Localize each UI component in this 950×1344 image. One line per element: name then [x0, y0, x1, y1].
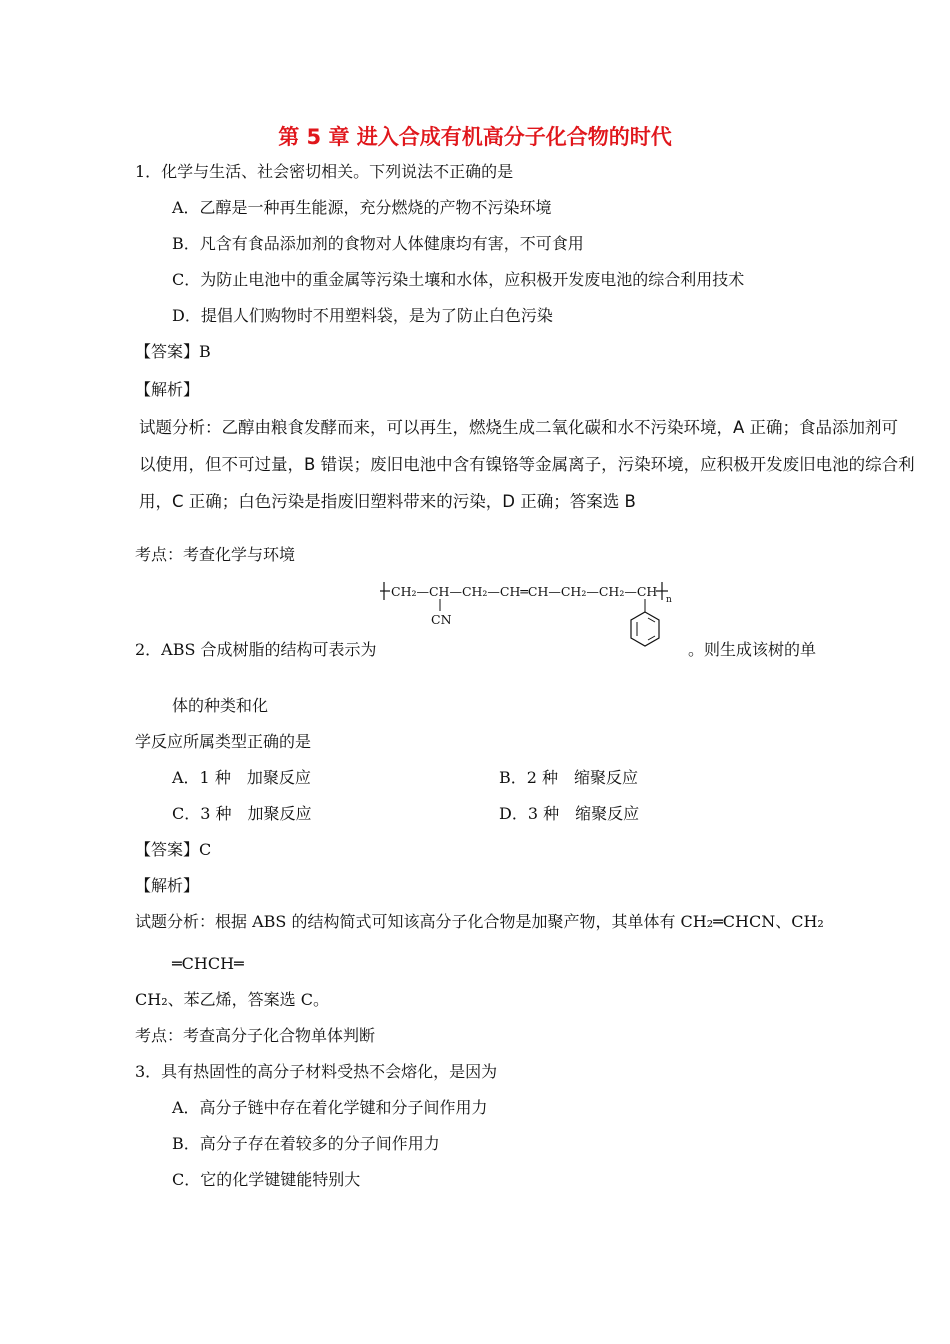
- question-1-option-a: A．乙醇是一种再生能源，充分燃烧的产物不污染环境: [172, 198, 552, 217]
- question-1-option-c: C．为防止电池中的重金属等污染土壤和水体，应积极开发废电池的综合利用技术: [172, 270, 745, 289]
- question-3-option-c: C．它的化学键键能特别大: [172, 1170, 361, 1189]
- question-2-analysis-label: 【解析】: [135, 876, 200, 895]
- question-1-analysis-line-1: 试题分析：乙醇由粮食发酵而来，可以再生，燃烧生成二氧化碳和水不污染环境，A 正确；食品添加剂可: [139, 418, 899, 437]
- question-3-option-b: B．高分子存在着较多的分子间作用力: [172, 1134, 440, 1153]
- question-2-option-a: A．1 种 加聚反应: [172, 768, 311, 787]
- question-2-analysis-line-2: ═CHCH═: [172, 954, 244, 973]
- formula-subscript-n: n: [666, 595, 672, 605]
- question-3-stem: 3．具有热固性的高分子材料受热不会熔化，是因为: [135, 1062, 498, 1081]
- abs-structural-formula: [378, 578, 688, 658]
- question-1-option-d: D．提倡人们购物时不用塑料袋，是为了防止白色污染: [172, 306, 553, 325]
- question-2-stem-cont-1: 体的种类和化: [172, 696, 269, 715]
- question-2-analysis-line-3: CH₂、苯乙烯，答案选 C。: [135, 990, 329, 1009]
- question-1-answer: 【答案】B: [135, 342, 211, 361]
- question-2-option-d: D．3 种 缩聚反应: [499, 804, 640, 823]
- question-1-option-b: B．凡含有食品添加剂的食物对人体健康均有害，不可食用: [172, 234, 584, 253]
- question-1-analysis-label: 【解析】: [135, 380, 200, 399]
- question-2-option-c: C．3 种 加聚反应: [172, 804, 312, 823]
- question-1-kaodian: 考点：考查化学与环境: [135, 545, 296, 564]
- question-1-stem: 1．化学与生活、社会密切相关。下列说法不正确的是: [135, 162, 514, 181]
- page-title: 第 5 章 进入合成有机高分子化合物的时代: [278, 125, 672, 149]
- question-1-analysis-line-2: 以使用，但不可过量，B 错误；废旧电池中含有镍铬等金属离子，污染环境，应积极开发废旧电池的综合利: [139, 455, 915, 474]
- question-2-stem-cont-2: 学反应所属类型正确的是: [135, 732, 312, 751]
- question-2-analysis-line-1: 试题分析：根据 ABS 的结构简式可知该高分子化合物是加聚产物，其单体有 CH₂═CHCN、CH₂: [135, 912, 824, 931]
- formula-chain: CH₂—CH—CH₂—CH═CH—CH₂—CH₂—CH: [391, 584, 658, 599]
- question-2-kaodian: 考点：考查高分子化合物单体判断: [135, 1026, 376, 1045]
- question-2-answer: 【答案】C: [135, 840, 212, 859]
- benzene-ring-icon: [631, 612, 659, 646]
- question-2-option-b: B．2 种 缩聚反应: [499, 768, 639, 787]
- formula-cn: CN: [431, 612, 452, 627]
- question-3-option-a: A．高分子链中存在着化学键和分子间作用力: [172, 1098, 488, 1117]
- question-1-analysis-line-3: 用，C 正确；白色污染是指废旧塑料带来的污染，D 正确；答案选 B: [139, 492, 636, 511]
- question-2-stem-start: 2．ABS 合成树脂的结构可表示为: [135, 640, 377, 659]
- question-2-stem-end: 。则生成该树的单: [688, 640, 817, 659]
